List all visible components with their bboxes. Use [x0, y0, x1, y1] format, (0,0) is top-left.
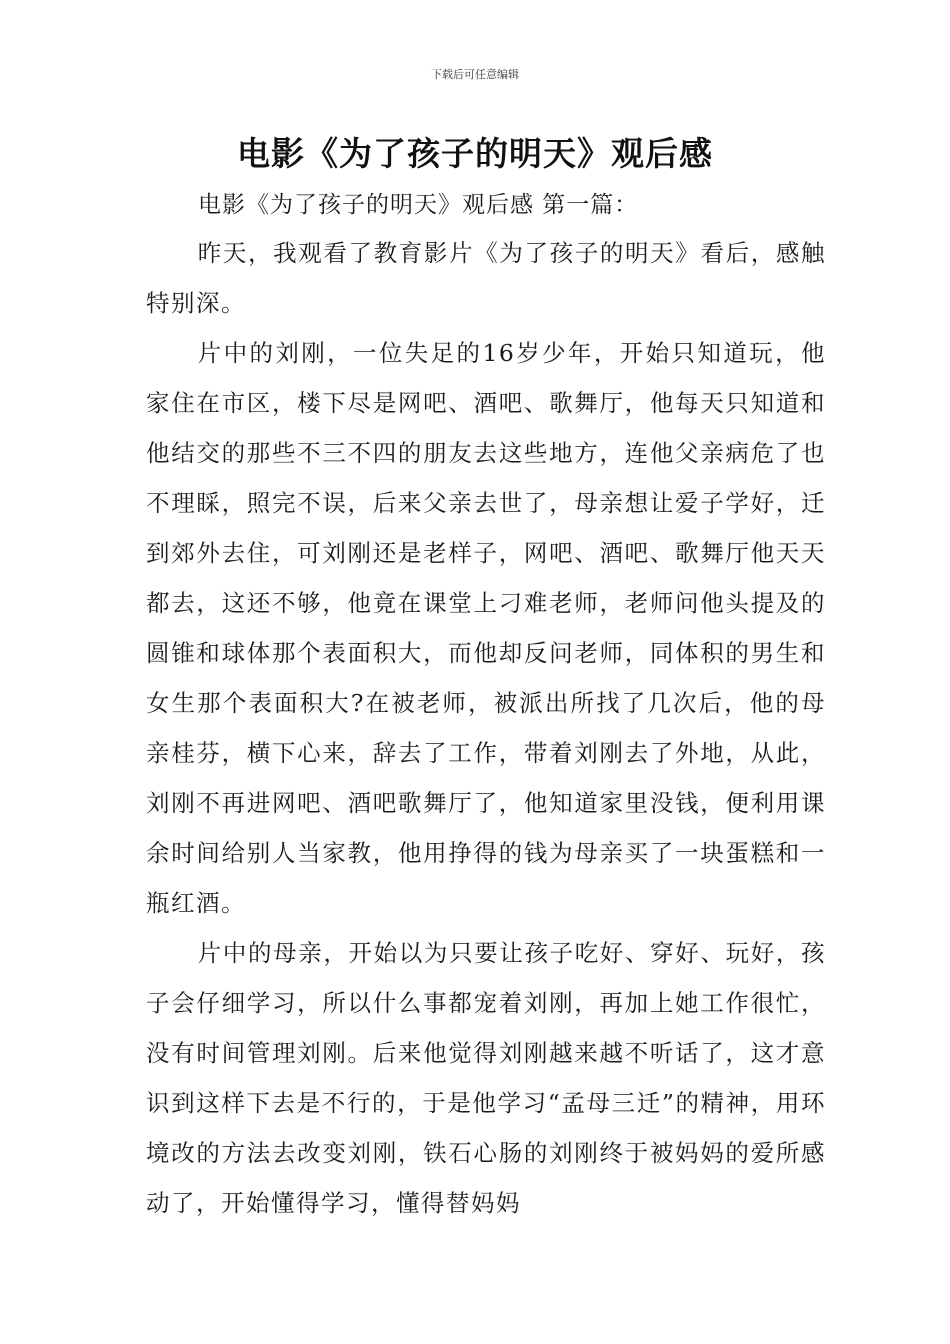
header-note: 下载后可任意编辑 [431, 68, 519, 81]
document-title: 电影《为了孩子的明天》观后感 [237, 134, 713, 173]
paragraph-2: 片中的刘刚，一位失足的16岁少年，开始只知道玩，他家住在市区，楼下尽是网吧、酒吧、歌舞厅，他每天只知道和他结交的那些不三不四的朋友去这些地方，连他父亲病危了也不理睬，照完不误，后来父亲去世了，母亲想让爱子学好，迁到郊外去住，可刘刚还是老样子，网吧、酒吧、歌舞厅他天天都去，这还不够，他竟在课堂上刁难老师，老师问他头提及的圆锥和球体那个表面积大，而他却反问老师，同体积的男生和女生那个表面积大?在被老师，被派出所找了几次后，他的母亲桂芬，横下心来，辞去了工作，带着刘刚去了外地，从此，刘刚不再进网吧、酒吧歌舞厅了，他知道家里没钱，便利用课余时间给别人当家教，他用挣得的钱为母亲买了一块蛋糕和一瓶红酒。 [146, 339, 826, 917]
paragraph-1: 昨天，我观看了教育影片《为了孩子的明天》看后，感触特别深。 [146, 239, 826, 317]
document-body [146, 228, 826, 1228]
document-subtitle: 电影《为了孩子的明天》观后感 第一篇： [198, 192, 639, 218]
paragraph-3: 片中的母亲，开始以为只要让孩子吃好、穿好、玩好，孩子会仔细学习，所以什么事都宠着刘刚，再加上她工作很忙，没有时间管理刘刚。后来他觉得刘刚越来越不听话了，这才意识到这样下去是不行的，于是他学习“孟母三迁”的精神，用环境改的方法去改变刘刚，铁石心肠的刘刚终于被妈妈的爱所感动了，开始懂得学习，懂得替妈妈 [146, 939, 826, 1217]
